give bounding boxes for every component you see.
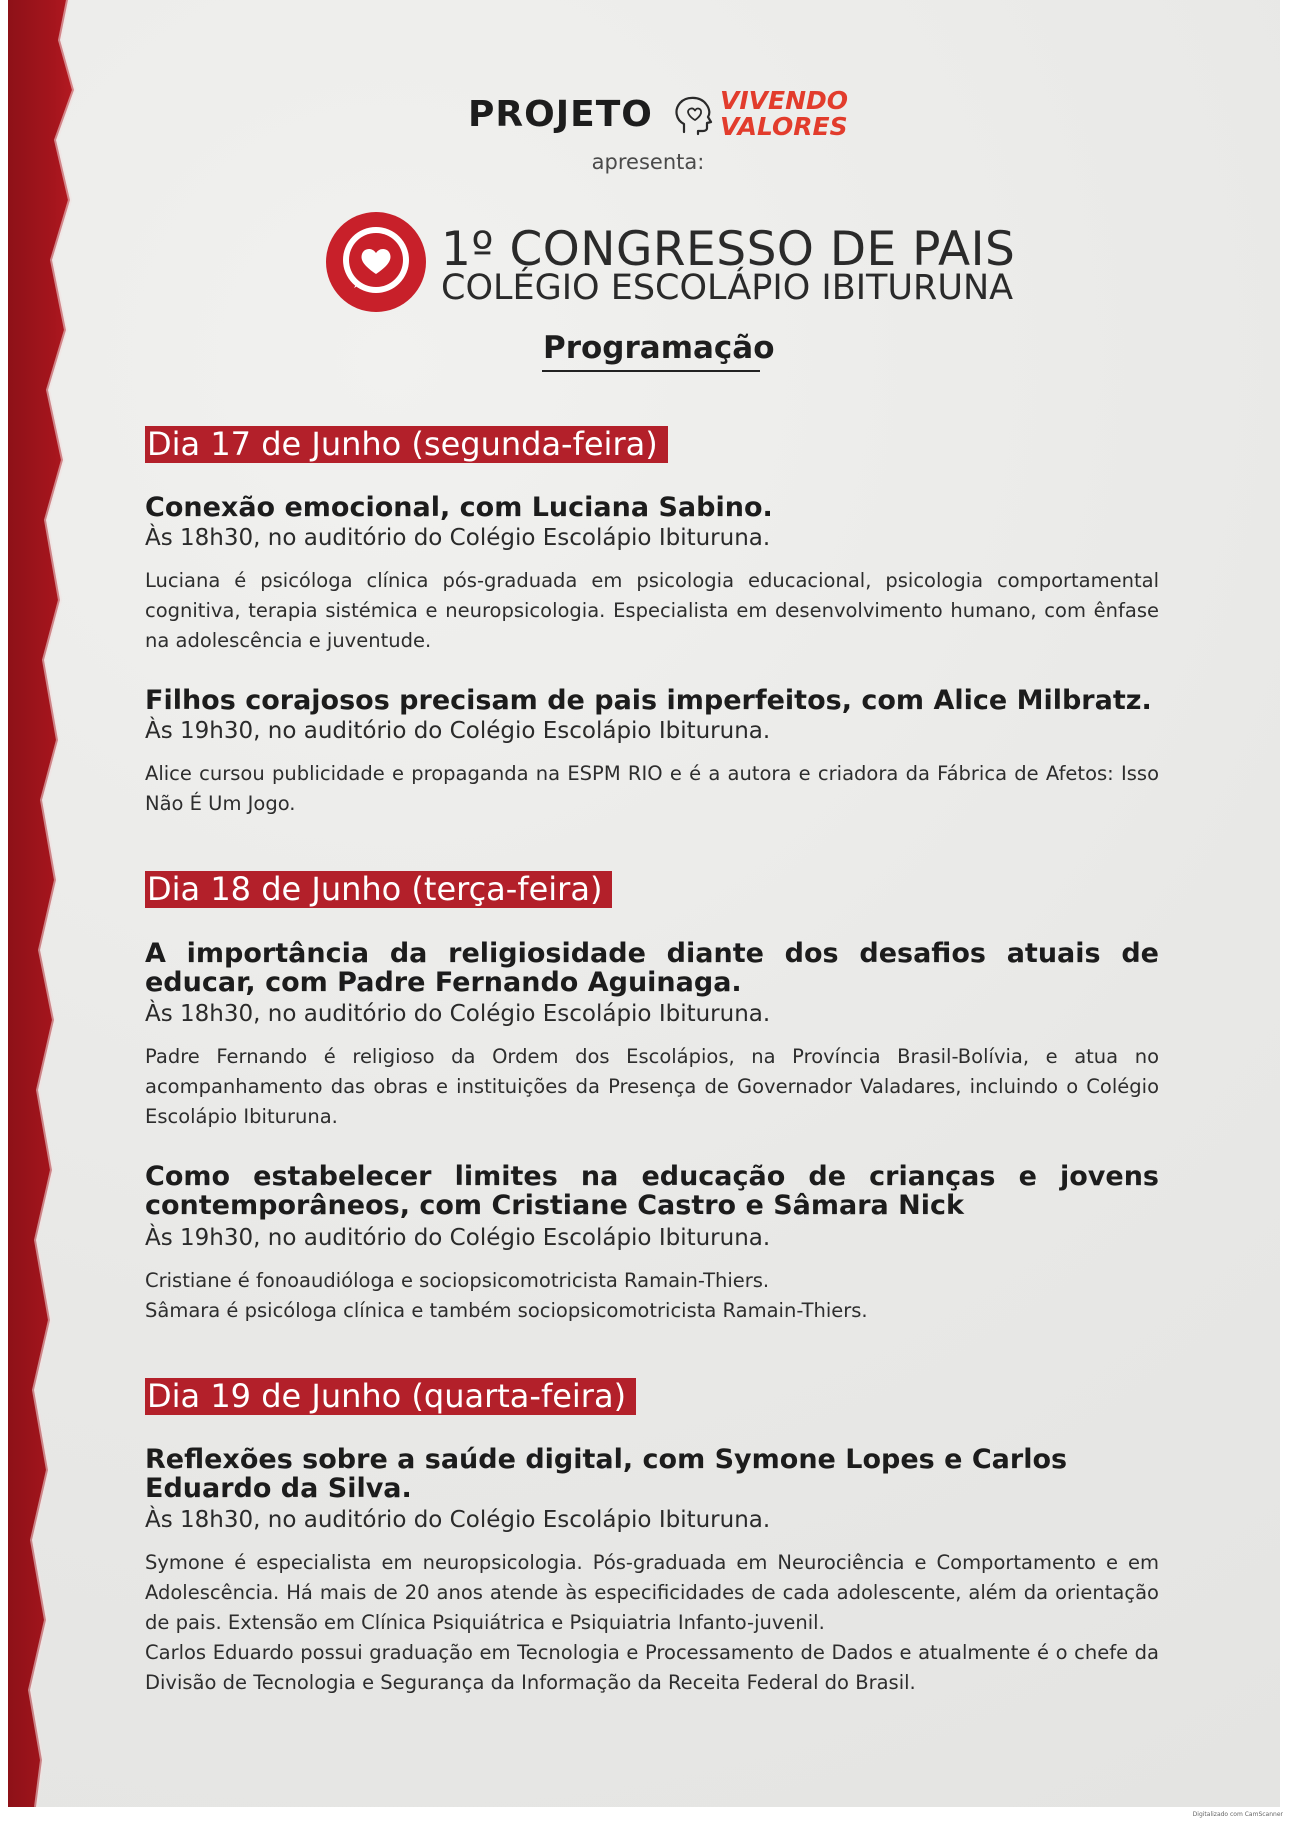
talk-time: Às 19h30, no auditório do Colégio Escolápio Ibituruna. [145,718,771,744]
brand-line1: VIVENDO [720,86,849,115]
congress-subtitle: COLÉGIO ESCOLÁPIO IBITURUNA [441,268,1014,308]
bio-line: Symone é especialista em neuropsicologia. Pós-graduada em Neurociência e Comportamento e em Adolescência. Há mais de 20 anos atende às especificidades de cada adolescente, além da orientação de pais. Extensão em Clínica Psiquiátrica e Psiquiatria Infanto-juvenil. [145,1551,1159,1634]
day-banner-3: Dia 19 de Junho (quarta-feira) [145,1378,636,1415]
projeto-label: PROJETO [468,94,653,135]
talk-time: Às 18h30, no auditório do Colégio Escolápio Ibituruna. [145,1507,771,1533]
scanner-footnote: Digitalizado com CamScanner [1192,1811,1283,1818]
bio-line: Cristiane é fonoaudióloga e sociopsicomotricista Ramain-Thiers. [145,1269,770,1292]
talk-title: Filhos corajosos precisam de pais imperfeitos, com Alice Milbratz. [145,685,1152,716]
presents-label: apresenta: [591,150,705,174]
poster-page [8,0,1280,1807]
day-banner-2: Dia 18 de Junho (terça-feira) [145,871,612,908]
talk-time: Às 18h30, no auditório do Colégio Escolápio Ibituruna. [145,525,771,551]
talk-bio [145,1266,1159,1326]
talk-bio: Alice cursou publicidade e propaganda na ESPM RIO e é a autora e criadora da Fábrica de Afetos: Isso Não É Um Jogo. [145,762,1159,815]
torn-red-edge [8,0,118,1807]
talk-title: Reflexões sobre a saúde digital, com Symone Lopes e Carlos Eduardo da Silva. [145,1444,1068,1504]
talk-title: Como estabelecer limites na educação de crianças e jovens contemporâneos, com Cristiane Castro e Sâmara Nick [145,1161,1159,1221]
talk-bio: Luciana é psicóloga clínica pós-graduada em psicologia educacional, psicologia comportamental cognitiva, terapia sistémica e neuropsicologia. Especialista em desenvolvimento humano, com ênfase na adolescência e juventude. [145,569,1159,652]
talk-bio [145,1548,1159,1698]
program-heading: Programação [543,330,775,366]
bio-line: Sâmara é psicóloga clínica e também sociopsicomotricista Ramain-Thiers. [145,1299,868,1322]
talk-time: Às 18h30, no auditório do Colégio Escolápio Ibituruna. [145,1001,771,1027]
talk-title: Conexão emocional, com Luciana Sabino. [145,492,773,523]
talk-time: Às 19h30, no auditório do Colégio Escolápio Ibituruna. [145,1225,771,1251]
talk-bio: Padre Fernando é religioso da Ordem dos Escolápios, na Província Brasil-Bolívia, e atua no acompanhamento das obras e instituições da Presença de Governador Valadares, incluindo o Colégio Escolápio Ibituruna. [145,1045,1159,1128]
bio-line: Carlos Eduardo possui graduação em Tecnologia e Processamento de Dados e atualmente é o chefe da Divisão de Tecnologia e Segurança da Informação da Receita Federal do Brasil. [145,1641,1159,1694]
brand-vivendo-valores [720,86,849,141]
day-banner-1: Dia 17 de Junho (segunda-feira) [145,426,668,463]
congress-title: 1º CONGRESSO DE PAIS [441,222,1016,277]
head-profile-icon [670,92,716,138]
program-heading-underline [542,370,760,372]
brand-line2: VALORES [720,112,848,141]
heart-logo-icon [324,210,428,314]
talk-title: A importância da religiosidade diante dos desafios atuais de educar, com Padre Fernando Aguinaga. [145,938,1159,998]
